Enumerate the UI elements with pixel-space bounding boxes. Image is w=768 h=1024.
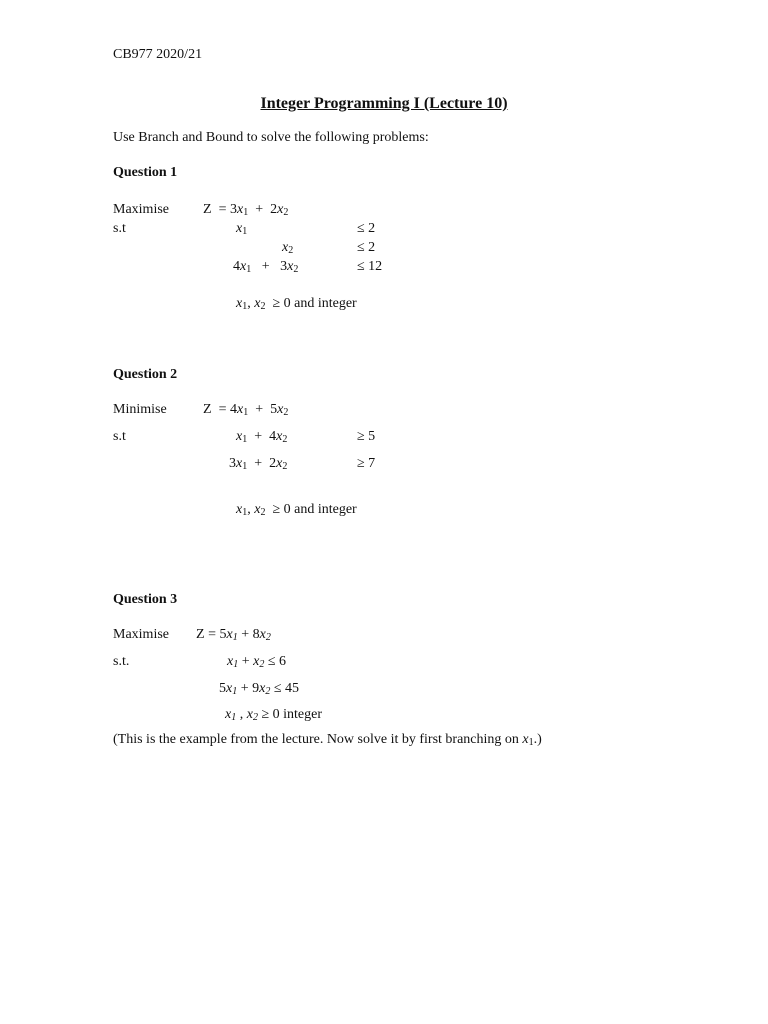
q3-constraint-2: $5x_1 + 9x_2 \le 45$ (219, 681, 300, 697)
q1-constraint-3-rhs: ≤ 12 (357, 259, 383, 274)
q1-objective-word: Maximise (113, 202, 169, 217)
page-title: Integer Programming I (Lecture 10) (260, 95, 508, 112)
q3-nonnegativity: $x_1$ , $x_2 \ge 0$ integer (225, 707, 322, 723)
q2-nonnegativity: $x_1$, $x_2 \ge 0$ and integer (236, 502, 357, 518)
q2-objective-word: Minimise (113, 402, 167, 417)
q1-st-label: s.t (113, 221, 126, 236)
q3-objective-word: Maximise (113, 627, 169, 642)
q1-constraint-1-lhs: $x_1$ (236, 221, 248, 237)
q1-constraint-1-rhs: ≤ 2 (357, 221, 376, 236)
q3-constraint-1: $x_1 + x_2 \le 6$ (227, 654, 287, 670)
q3-note: (This is the example from the lecture. Now solve it by first branching on $x_1$.) (113, 732, 542, 748)
q2-constraint-2-lhs: $3x_1 + 2x_2$ (229, 456, 288, 472)
question-3-heading: Question 3 (113, 592, 178, 607)
q1-constraint-2-lhs: $x_2$ (282, 240, 294, 256)
question-2-heading: Question 2 (113, 367, 178, 382)
q1-constraint-2-rhs: ≤ 2 (357, 240, 376, 255)
q2-objective: $Z = 4x_1 + 5x_2$ (203, 402, 289, 418)
course-code: CB977 2020/21 (113, 47, 203, 62)
q3-objective: $Z = 5x_1 + 8x_2$ (196, 627, 271, 643)
q1-objective: $Z = 3x_1 + 2x_2$ (203, 202, 289, 218)
q1-nonnegativity: $x_1$, $x_2 \ge 0$ and integer (236, 296, 357, 312)
q1-constraint-3-lhs: $4x_1$ + $3x_2$ (233, 259, 299, 275)
q3-st-label: s.t. (113, 654, 130, 669)
intro-text: Use Branch and Bound to solve the following problems: (113, 130, 429, 145)
q2-st-label: s.t (113, 429, 126, 444)
q2-constraint-1-rhs: ≥ 5 (357, 429, 376, 444)
question-1-heading: Question 1 (113, 165, 178, 180)
q2-constraint-2-rhs: ≥ 7 (357, 456, 376, 471)
q2-constraint-1-lhs: $x_1 + 4x_2$ (236, 429, 288, 445)
